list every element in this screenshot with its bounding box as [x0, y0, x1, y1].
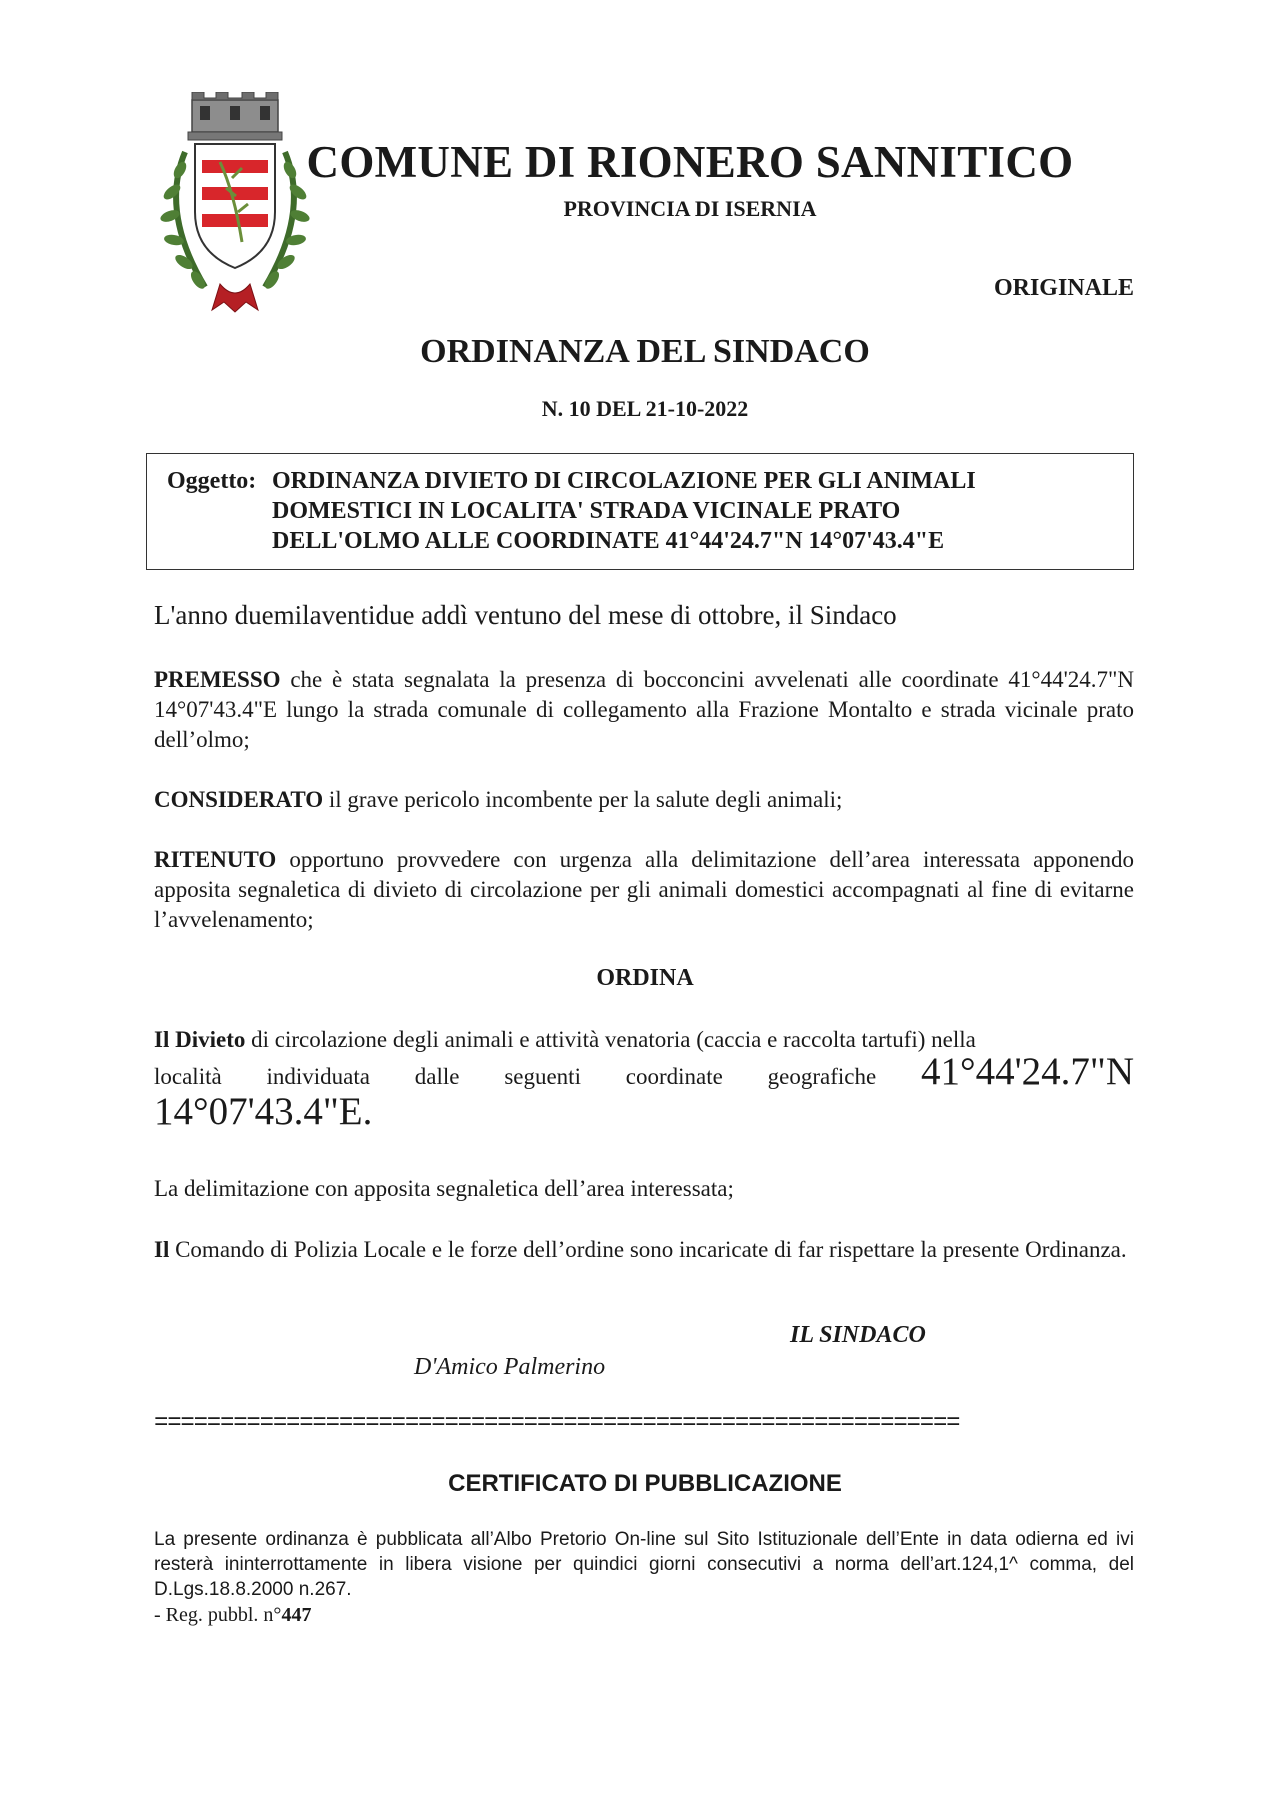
subject	[167, 466, 1113, 556]
document-number: N. 10 DEL 21-10-2022	[541, 396, 749, 421]
divieto-label: Il Divieto	[154, 1027, 246, 1052]
comando-paragraph	[154, 1235, 1134, 1265]
ritenuto-paragraph	[154, 845, 1134, 935]
premesso-paragraph	[154, 665, 1134, 755]
divieto-word: individuata	[266, 1064, 370, 1089]
registration-value: 447	[281, 1604, 312, 1626]
divieto-word: geografiche	[767, 1064, 877, 1089]
ordina-heading: ORDINA	[596, 965, 694, 991]
subject-box	[146, 453, 1134, 570]
municipality-name: COMUNE DI RIONERO SANNITICO	[306, 137, 1074, 187]
certificate-title: CERTIFICATO DI PUBBLICAZIONE	[448, 1470, 842, 1497]
delimitazione-paragraph: La delimitazione con apposita segnaletica dell’area interessata;	[154, 1176, 734, 1201]
registration-label: - Reg. pubbl. n°	[154, 1604, 282, 1626]
divieto-paragraph	[154, 1025, 1134, 1132]
divieto-line-2	[154, 1050, 1134, 1093]
comando-text: Comando di Polizia Locale e le forze dell’ordine sono incaricate di far rispettare la presente Ordinanza.	[169, 1237, 1127, 1262]
comando-label: Il	[154, 1237, 170, 1262]
separator-line: =============================================================	[154, 1410, 960, 1437]
premesso-text: che è stata segnalata la presenza di bocconcini avvelenati alle coordinate 41°44'24.7"N 14°07'43.4"E lungo la strada comunale di collegamento alla Frazione Montalto e strada vicinale prato dell’olmo;	[154, 667, 1134, 752]
ritenuto-label: RITENUTO	[154, 847, 277, 872]
considerato-paragraph	[154, 785, 1134, 815]
document-title: ORDINANZA DEL SINDACO	[420, 333, 870, 370]
divieto-word: dalle	[414, 1064, 460, 1089]
divieto-word: località	[154, 1064, 222, 1089]
considerato-label: CONSIDERATO	[154, 787, 324, 812]
ritenuto-text: opportuno provvedere con urgenza alla delimitazione dell’area interessata apponendo apposita segnaletica di divieto di circolazione per gli animali domestici accompagnati al fine di evitarne l’avvelenamento;	[154, 847, 1134, 932]
divieto-text: di circolazione degli animali e attività venatoria (caccia e raccolta tartufi) nella	[245, 1027, 976, 1052]
divieto-word: coordinate	[625, 1064, 723, 1089]
considerato-text: il grave pericolo incombente per la salute degli animali;	[323, 787, 843, 812]
intro-paragraph: L'anno duemilaventidue addì ventuno del mese di ottobre, il Sindaco	[154, 600, 897, 630]
signature-name: D'Amico Palmerino	[414, 1354, 606, 1380]
premesso-label: PREMESSO	[154, 667, 281, 692]
subject-text: ORDINANZA DIVIETO DI CIRCOLAZIONE PER GLI ANIMALI DOMESTICI IN LOCALITA' STRADA VICINALE PRATO DELL'OLMO ALLE COORDINATE 41°44'24.7"N 14°07'43.4"E	[272, 468, 976, 554]
registration-number	[154, 1604, 311, 1627]
divieto-word: seguenti	[504, 1064, 581, 1089]
certificate-text: La presente ordinanza è pubblicata all’Albo Pretorio On-line sul Sito Istituzionale dell’Ente in data odierna ed ivi resterà ininterrottamente in libera visione per quindici giorni consecutivi a norma dell’art.124,1^ comma, del D.Lgs.18.8.2000 n.267.	[154, 1529, 1134, 1600]
coordinate-east: 14°07'43.4"E.	[154, 1090, 373, 1133]
subject-label: Oggetto:	[167, 468, 257, 494]
coat-of-arms-logo	[150, 92, 320, 314]
coordinate-north: 41°44'24.7"N	[921, 1050, 1134, 1093]
signature-role: IL SINDACO	[790, 1322, 926, 1348]
province-name: PROVINCIA DI ISERNIA	[563, 196, 817, 221]
original-label: ORIGINALE	[993, 275, 1134, 301]
